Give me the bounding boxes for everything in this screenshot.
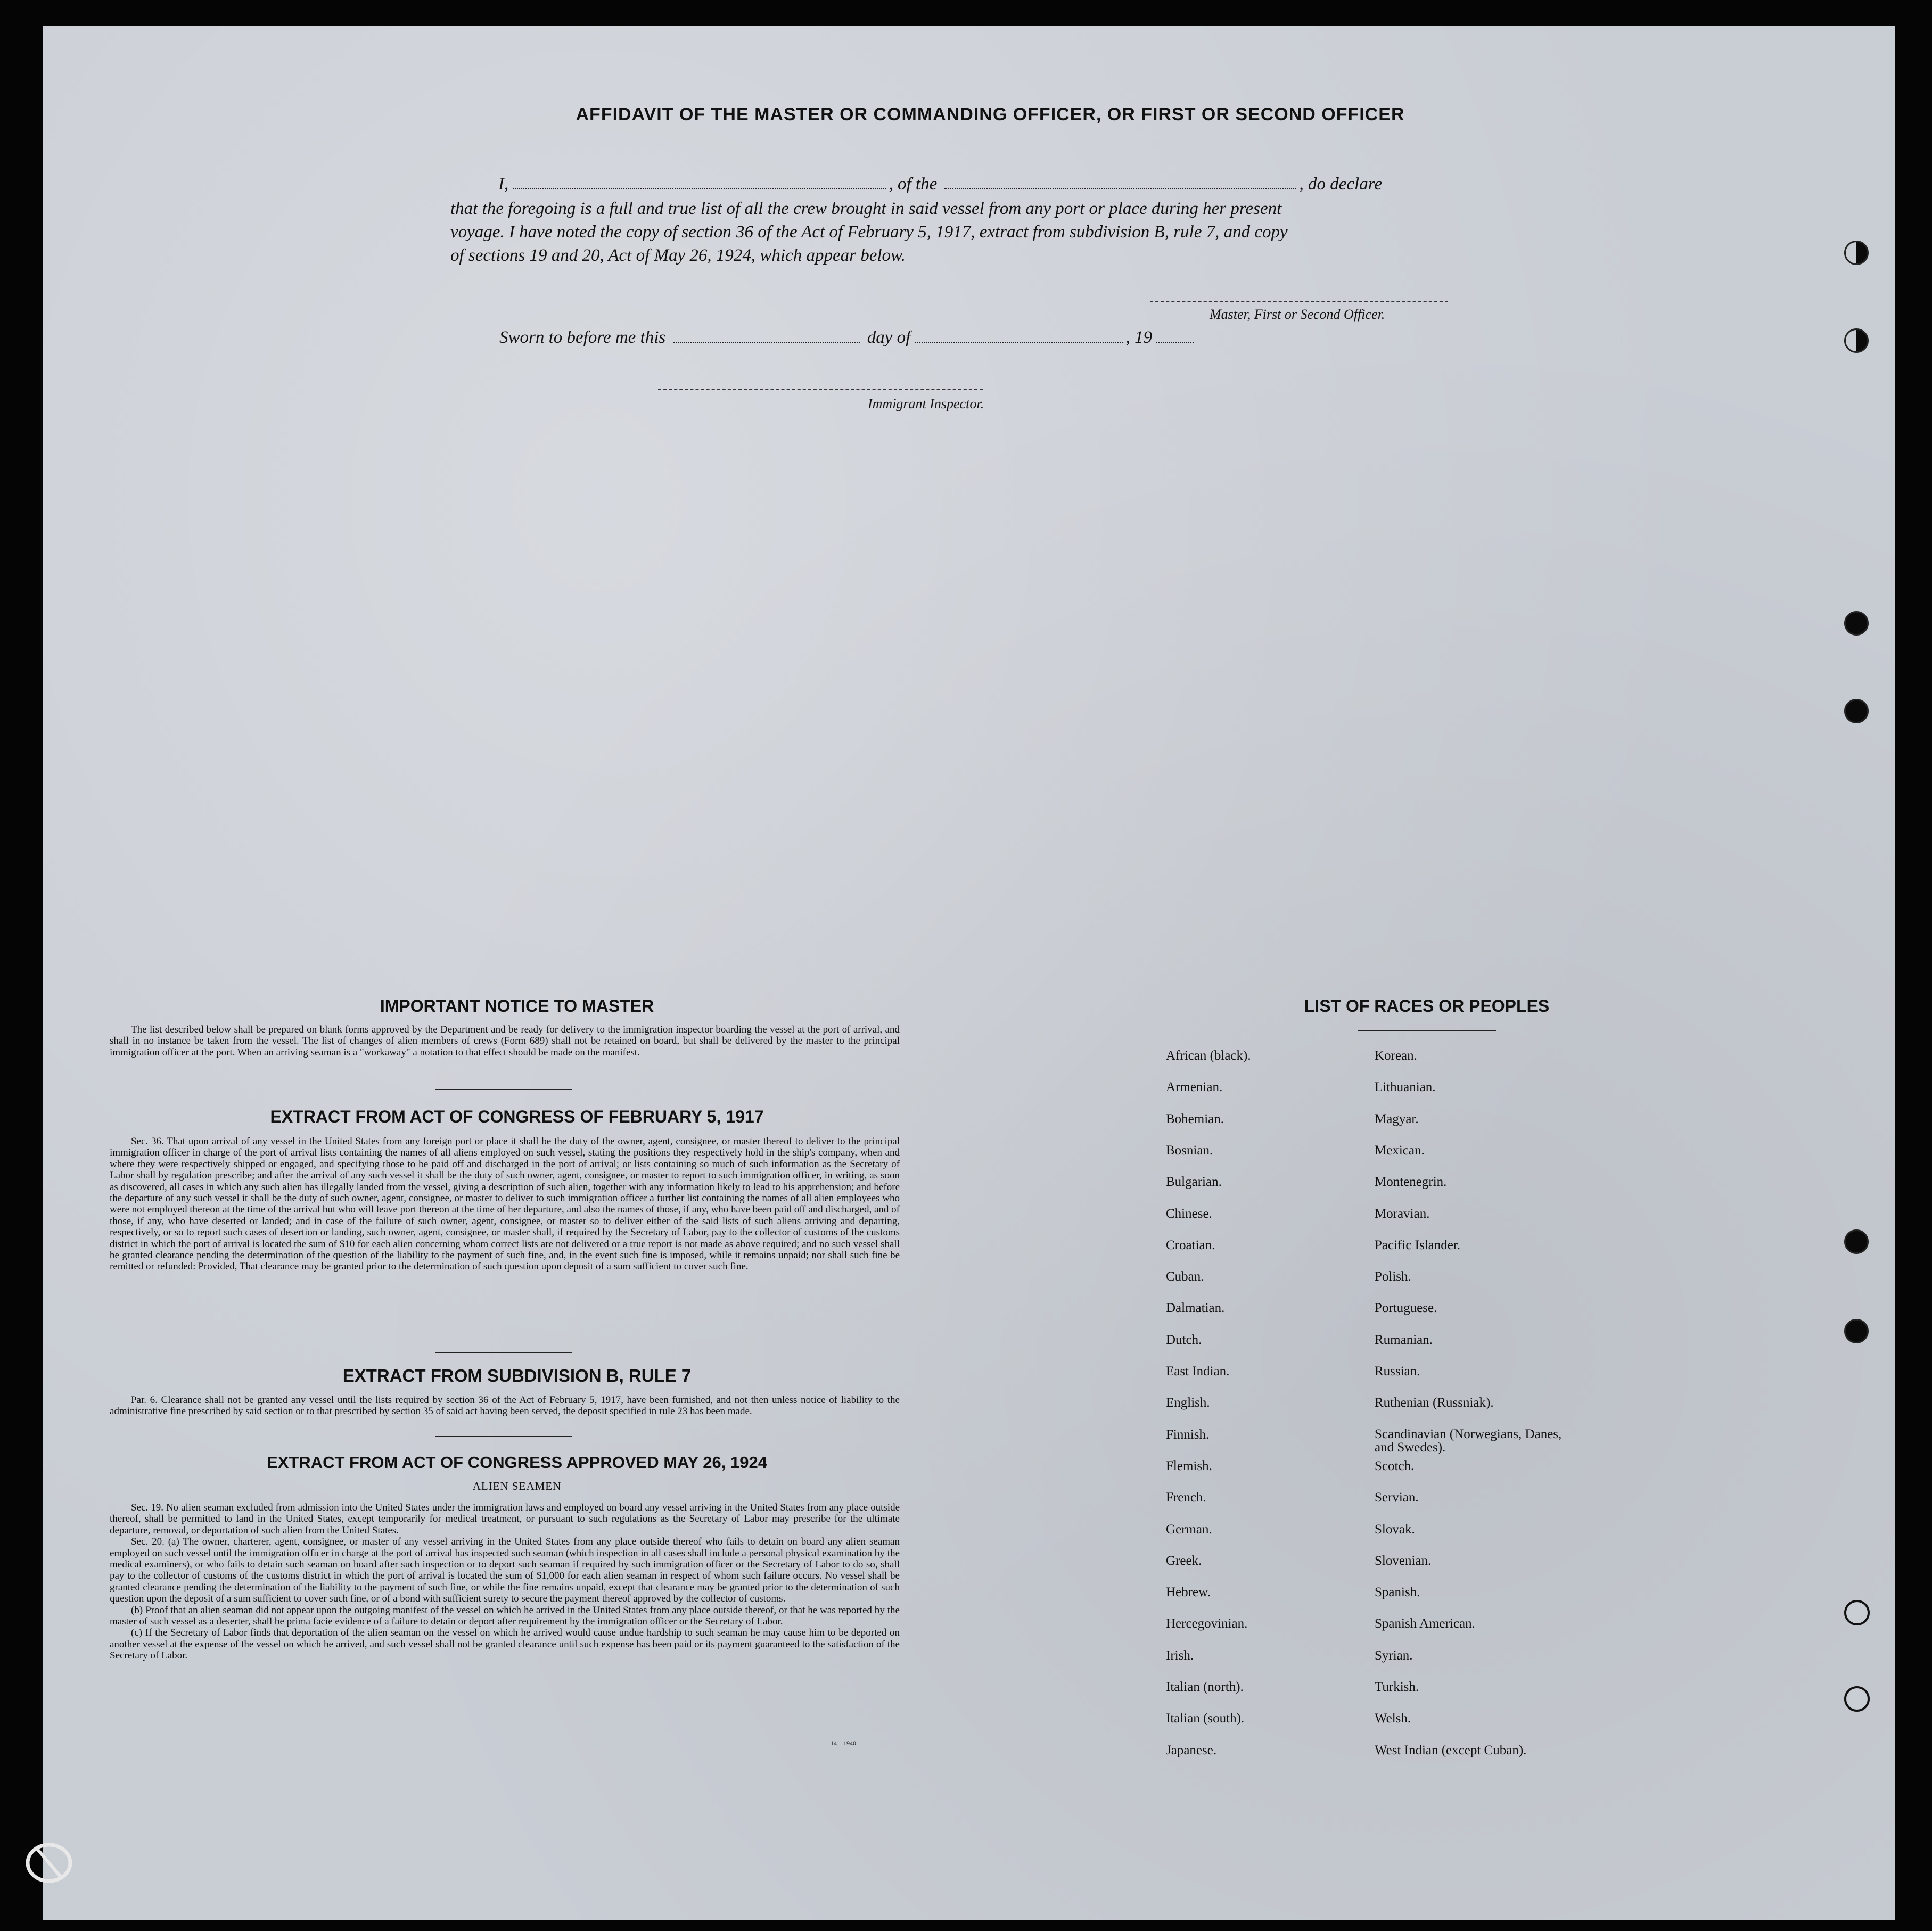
race-item: Rumanian. — [1375, 1333, 1433, 1347]
race-item: Ruthenian (Russniak). — [1375, 1396, 1494, 1410]
race-item: Bulgarian. — [1166, 1175, 1222, 1189]
sworn-line — [499, 328, 1197, 348]
form-number: 14—1940 — [831, 1739, 856, 1747]
extract-1924-title: EXTRACT FROM ACT OF CONGRESS APPROVED MAY 26, 1924 — [267, 1453, 767, 1472]
race-item: Polish. — [1375, 1269, 1411, 1284]
race-item: African (black). — [1166, 1049, 1251, 1063]
race-item: Italian (north). — [1166, 1680, 1244, 1694]
race-item: Greek. — [1166, 1554, 1202, 1568]
binder-hole — [1844, 1686, 1870, 1712]
handwritten-circle-mark — [16, 1831, 80, 1895]
of-the-label: , of the — [889, 175, 938, 194]
race-item: Bohemian. — [1166, 1112, 1224, 1126]
race-item: Moravian. — [1375, 1207, 1430, 1221]
race-item: Dutch. — [1166, 1333, 1202, 1347]
race-item: Slovak. — [1375, 1522, 1415, 1537]
race-item: Cuban. — [1166, 1269, 1204, 1284]
affidavit-title: AFFIDAVIT OF THE MASTER OR COMMANDING OFFICER, OR FIRST OR SECOND OFFICER — [576, 104, 1405, 125]
race-item: Bosnian. — [1166, 1143, 1213, 1158]
race-item: Portuguese. — [1375, 1301, 1437, 1315]
race-item: Russian. — [1375, 1364, 1420, 1379]
section-20b-paragraph: (b) Proof that an alien seaman did not appear upon the outgoing manifest of the vessel on which he arrived in the United States from any place outside thereof, or that he was reported by the master of such vessel as a deserter, shall be prima facie evidence of a failure to detain or deport after requirement by the immigration officer or the Secretary of Labor. — [110, 1604, 900, 1628]
binder-hole — [1844, 1229, 1869, 1254]
race-item: Chinese. — [1166, 1207, 1212, 1221]
section-20c-paragraph: (c) If the Secretary of Labor finds that deportation of the alien seaman on the vessel on which he arrived would cause undue hardship to such seaman he may cause him to be deported on another vessel at the expense of the vessel on which he arrived, and such vessel shall not be granted clearance until such expense has been paid or its payment guaranteed to the satisfaction of the Secretary of Labor. — [110, 1627, 900, 1662]
notice-divider — [435, 1089, 572, 1090]
sworn-day-blank — [673, 339, 860, 343]
rule-7-title: EXTRACT FROM SUBDIVISION B, RULE 7 — [342, 1366, 692, 1385]
race-item: Pacific Islander. — [1375, 1238, 1461, 1252]
race-item: Korean. — [1375, 1049, 1417, 1063]
race-item: Magyar. — [1375, 1112, 1419, 1126]
race-item: Spanish. — [1375, 1585, 1420, 1599]
affidavit-line-1 — [498, 175, 1382, 194]
declarant-prefix: I, — [498, 175, 509, 194]
binder-hole — [1844, 1600, 1870, 1625]
race-item: Welsh. — [1375, 1711, 1411, 1726]
race-item: Scotch. — [1375, 1459, 1415, 1473]
notice-paragraph: The list described below shall be prepared on blank forms approved by the Department and be ready for delivery to the immigration inspector boarding the vessel at the port of arrival, and shall in no instance be taken from the vessel. The list of changes of alien members of crews (Form 689) shall not be retained on board, but shall be delivered by the master to the principal immigration officer at the port. When an arriving seaman is a "workaway" a notation to that effect should be made on the manifest. — [110, 1024, 900, 1058]
race-item: Dalmatian. — [1166, 1301, 1225, 1315]
race-item: East Indian. — [1166, 1364, 1230, 1379]
year-label: , 19 — [1125, 328, 1153, 347]
vessel-name-blank — [944, 185, 1296, 189]
race-item: Irish. — [1166, 1648, 1194, 1663]
affidavit-line-4: of sections 19 and 20, Act of May 26, 1924, which appear below. — [450, 246, 906, 265]
races-divider — [1358, 1030, 1496, 1031]
extract-1917-title: EXTRACT FROM ACT OF CONGRESS OF FEBRUARY 5, 1917 — [270, 1107, 764, 1126]
race-item: Montenegrin. — [1375, 1175, 1447, 1189]
race-item: Armenian. — [1166, 1080, 1223, 1094]
race-item: Italian (south). — [1166, 1711, 1245, 1726]
race-item: Flemish. — [1166, 1459, 1212, 1473]
sworn-month-blank — [915, 339, 1123, 343]
binder-hole — [1844, 699, 1869, 723]
section-36-paragraph: Sec. 36. That upon arrival of any vessel in the United States from any foreign port or place it shall be the duty of the owner, agent, consignee, or master thereof to deliver to the principal immigration officer in charge of the port of arrival lists containing the names of all aliens employed on such vessel, stating the positions they respectively hold in the ship's company, when and where they were respectively shipped or engaged, and specifying those to be paid off and discharged in the port of arrival; or lists containing so much of such information as the Secretary of Labor shall by regulation prescribe; and after the arrival of any such vessel it shall be the duty of such owner, agent, consignee, or master to report to such immigration officer, in writing, as soon as discovered, all cases in which any such alien has illegally landed from the vessel, giving a description of such alien, together with any information likely to lead to his apprehension; and before the departure of any such vessel it shall be the duty of such owner, agent, consignee, or master to deliver to such immigration officer a further list containing the names of all alien employees who were not employed thereon at the time of the arrival but who will leave port thereon at the time of her departure, and also the names of those, if any, who have been paid off and discharged, and of those, if any, who have deserted or landed; and in case of the failure of such owner, agent, consignee, or master so to deliver either of the said lists of such aliens arriving and departing, respectively, or so to report such cases of desertion or landing, such owner, agent, consignee, or master shall, if required by the Secretary of Labor, pay to the collector of customs of the customs district in which the port of arrival is located the sum of $10 for each alien concerning whom correct lists are not delivered or a true report is not made as above required; and no such vessel shall be granted clearance pending the determination of the question of the liability to the payment of such fine, and, in the event such fine is imposed, while it remains unpaid; nor shall such fine be remitted or refunded: Provided, That clearance may be granted prior to the determination of such question upon deposit of a sum sufficient to cover such fine. — [110, 1136, 900, 1273]
race-item: Scandinavian (Norwegians, Danes, and Swedes). — [1375, 1427, 1562, 1455]
paragraph-6: Par. 6. Clearance shall not be granted any vessel until the lists required by section 36 of the Act of February 5, 1917, have been furnished, and not then unless notice of liability to the administrative fine prescribed by said section or to that prescribed by section 35 of said act having been served, the deposit specified in rule 23 has been made. — [110, 1394, 900, 1417]
binder-hole — [1844, 241, 1869, 265]
master-signature-label: Master, First or Second Officer. — [1210, 307, 1385, 322]
declare-label: , do declare — [1299, 175, 1382, 194]
notice-body — [110, 1024, 900, 1058]
extract-1924-body — [110, 1502, 900, 1662]
race-item: Hebrew. — [1166, 1585, 1211, 1599]
notice-title: IMPORTANT NOTICE TO MASTER — [380, 996, 654, 1016]
master-signature-line — [1150, 301, 1448, 302]
race-item: Croatian. — [1166, 1238, 1215, 1252]
binder-hole — [1844, 611, 1869, 636]
extract-1917-body — [110, 1136, 900, 1273]
declarant-name-blank — [513, 185, 886, 189]
affidavit-line-3: voyage. I have noted the copy of section 36 of the Act of February 5, 1917, extract from subdivision B, rule 7, and copy — [450, 222, 1288, 242]
race-item: West Indian (except Cuban). — [1375, 1743, 1527, 1757]
affidavit-line-2: that the foregoing is a full and true list of all the crew brought in said vessel from any port or place during her present — [450, 199, 1282, 218]
race-item: Japanese. — [1166, 1743, 1217, 1757]
rule-7-body — [110, 1394, 900, 1417]
race-item: Lithuanian. — [1375, 1080, 1436, 1094]
inspector-signature-line — [658, 389, 983, 390]
alien-seamen-subtitle: ALIEN SEAMEN — [472, 1480, 562, 1492]
binder-hole — [1844, 328, 1869, 353]
races-title: LIST OF RACES OR PEOPLES — [1304, 996, 1550, 1016]
sworn-label: Sworn to before me this — [499, 328, 666, 347]
sworn-year-blank — [1156, 339, 1194, 343]
inspector-signature-label: Immigrant Inspector. — [868, 396, 984, 411]
race-item: Servian. — [1375, 1490, 1419, 1505]
race-item: Spanish American. — [1375, 1616, 1475, 1631]
section-19-paragraph: Sec. 19. No alien seaman excluded from admission into the United States under the immigration laws and employed on board any vessel arriving in the United States from any place outside thereof, shall be permitted to land in the United States, except temporarily for medical treatment, or pursuant to such regulations as the Secretary of Labor may prescribe for the ultimate departure, removal, or deportation of such alien from the United States. — [110, 1502, 900, 1536]
race-item: Hercegovinian. — [1166, 1616, 1248, 1631]
race-item: Syrian. — [1375, 1648, 1413, 1663]
race-item: English. — [1166, 1396, 1210, 1410]
day-of-label: day of — [867, 328, 911, 347]
race-item: Turkish. — [1375, 1680, 1419, 1694]
race-item: French. — [1166, 1490, 1206, 1505]
rule-7-divider — [435, 1436, 572, 1437]
race-item: Slovenian. — [1375, 1554, 1432, 1568]
binder-hole — [1844, 1319, 1869, 1343]
race-item: German. — [1166, 1522, 1212, 1537]
extract-1917-divider — [435, 1352, 572, 1353]
race-item: Finnish. — [1166, 1427, 1210, 1442]
race-item: Mexican. — [1375, 1143, 1425, 1158]
section-20a-paragraph: Sec. 20. (a) The owner, charterer, agent, consignee, or master of any vessel arriving in the United States from any place outside thereof who fails to detain on board any alien seaman employed on such vessel until the immigration officer in charge at the port of arrival has inspected such seaman (which inspection in all cases shall include a personal physical examination by the medical examiners), or who fails to detain such seaman on board after such inspection or to deport such seaman if required by such immigration officer or the Secretary of Labor to do so, shall pay to the collector of customs of the customs district in which the port of arrival is located the sum of $1,000 for each alien seaman in respect of whom such failure occurs. No vessel shall be granted clearance pending the determination of the liability to the payment of such fine, or while the fine remains unpaid, except that clearance may be granted prior to the determination of such question upon the deposit of a sum sufficient to cover such fine, or of a bond with sufficient surety to secure the payment thereof approved by the collector of customs. — [110, 1536, 900, 1605]
